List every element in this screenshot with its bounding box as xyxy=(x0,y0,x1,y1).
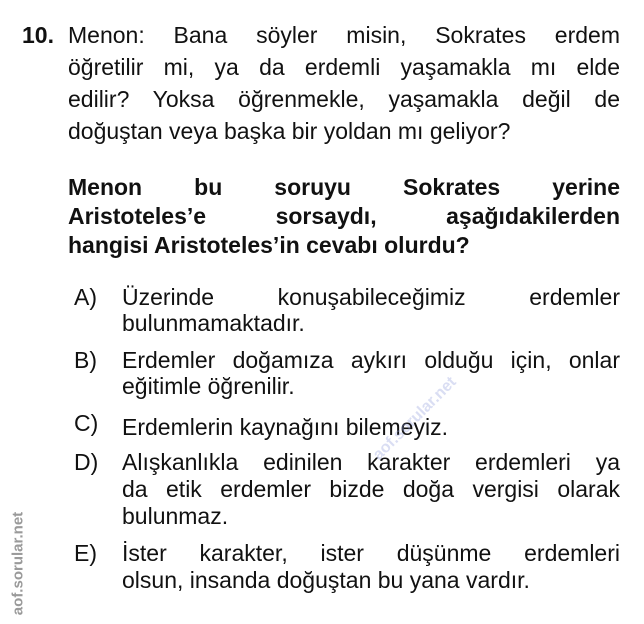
passage-line: Menon: Bana söyler misin, Sokrates erdem xyxy=(68,22,620,48)
passage-line: öğretilir mi, ya da erdemli yaşamakla mı elde xyxy=(68,54,620,80)
option-text: Erdemlerin kaynağını bilemeyiz. xyxy=(122,414,448,440)
option-letter: B) xyxy=(74,347,97,373)
option-text: İster karakter, ister düşünme erdemleri xyxy=(122,540,620,566)
option-letter: A) xyxy=(74,284,97,310)
passage-line: edilir? Yoksa öğrenmekle, yaşamakla değil de xyxy=(68,86,620,112)
option-letter: E) xyxy=(74,540,97,566)
passage-line: doğuştan veya başka bir yoldan mı geliyor? xyxy=(68,118,511,144)
stem-line: hangisi Aristoteles’in cevabı olurdu? xyxy=(68,232,470,258)
option-text: olsun, insanda doğuştan bu yana vardır. xyxy=(122,567,530,593)
option-text: Erdemler doğamıza aykırı olduğu için, onlar xyxy=(122,347,620,373)
option-text: Alışkanlıkla edinilen karakter erdemleri ya xyxy=(122,449,620,475)
option-text: eğitimle öğrenilir. xyxy=(122,373,295,399)
option-letter: D) xyxy=(74,449,99,475)
question-number: 10. xyxy=(22,22,54,48)
option-text: bulunmaz. xyxy=(122,503,229,529)
option-text: da etik erdemler bizde doğa vergisi olarak xyxy=(122,476,620,502)
stem-line: Menon bu soruyu Sokrates yerine xyxy=(68,174,620,200)
option-letter: C) xyxy=(74,410,99,436)
option-text: Üzerinde konuşabileceğimiz erdemler xyxy=(122,284,620,310)
option-text: bulunmamaktadır. xyxy=(122,310,305,336)
watermark-diagonal: aof.sorular.net xyxy=(369,373,460,464)
watermark-side: aof.sorular.net xyxy=(9,511,27,616)
stem-line: Aristoteles’e sorsaydı, aşağıdakilerden xyxy=(68,203,620,229)
